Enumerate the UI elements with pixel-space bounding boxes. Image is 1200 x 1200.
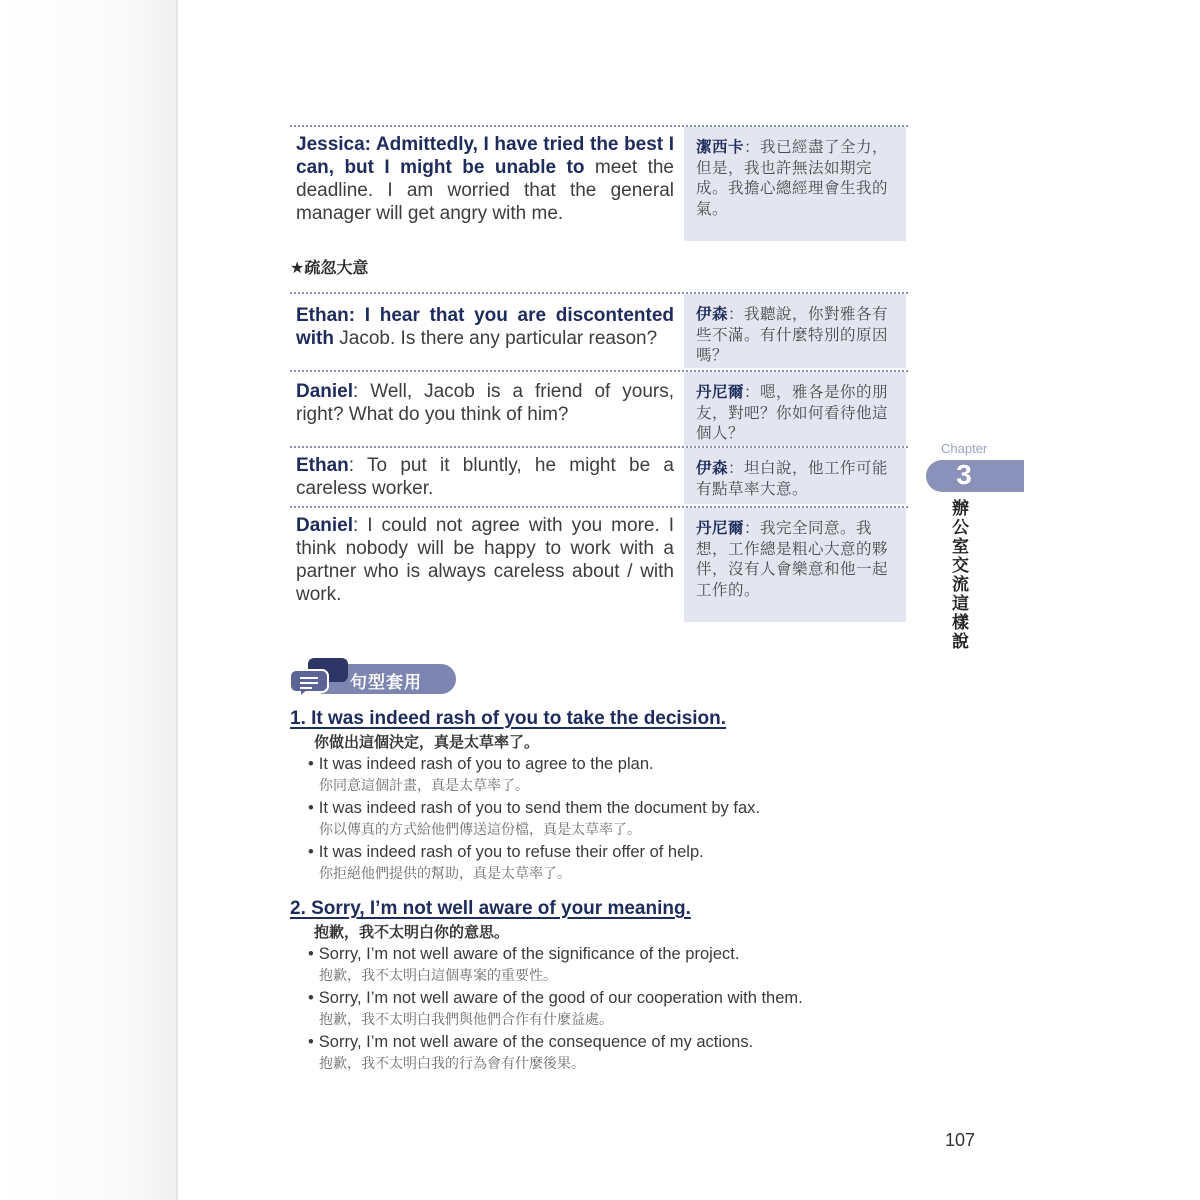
chapter-number: 3 xyxy=(956,459,972,490)
dialogue-chinese xyxy=(684,508,906,622)
dialogue-chinese xyxy=(684,448,906,504)
dialogue-english xyxy=(296,514,674,606)
speaker-name-zh: 丹尼爾 xyxy=(696,383,745,401)
translation-text: ：坦白說，他工作可能有點草率大意。 xyxy=(696,459,889,498)
example-en: • Sorry, I’m not well aware of the significance of the project. xyxy=(308,943,910,965)
dialogue-chinese xyxy=(684,127,906,241)
example-en: • Sorry, I’m not well aware of the consequence of my actions. xyxy=(308,1031,910,1053)
example-zh: 抱歉，我不太明白這個專案的重要性。 xyxy=(319,968,557,984)
dialogue-block xyxy=(290,294,908,368)
dialogue-text: : I could not agree with you more. I think nobody will be happy to work with a partner who is always careless about / with work. xyxy=(296,515,674,605)
dialogue-english xyxy=(296,133,674,225)
translation-text: ：我完全同意。我想，工作總是粗心大意的夥伴，沒有人會樂意和他一起工作的。 xyxy=(696,519,889,599)
speech-bubble-icon xyxy=(290,656,350,696)
key-phrase: : I hear that you are discontented with xyxy=(296,305,674,349)
sentence-pattern xyxy=(290,897,910,1075)
pattern-heading: 2. Sorry, I’m not well aware of your meaning. xyxy=(290,898,691,919)
dialogue-block xyxy=(290,127,908,241)
speaker-name: Jessica: xyxy=(296,134,372,155)
dialogue-block xyxy=(290,448,908,504)
example-zh: 你拒絕他們提供的幫助，真是太草率了。 xyxy=(319,866,571,882)
page-gutter-shadow xyxy=(0,0,178,1200)
example-en: • It was indeed rash of you to send them the document by fax. xyxy=(308,797,910,819)
speaker-name-zh: 伊森 xyxy=(696,305,729,323)
chapter-label: Chapter xyxy=(941,441,988,456)
dialogue-chinese xyxy=(684,372,906,446)
speaker-name: Daniel xyxy=(296,381,354,402)
translation-text: ：我已經盡了全力，但是，我也許無法如期完成。我擔心總經理會生我的氣。 xyxy=(696,138,889,218)
dialogue-block xyxy=(290,508,908,622)
section-heading: ★疏忽大意 xyxy=(290,258,369,277)
example-en: • Sorry, I’m not well aware of the good of our cooperation with them. xyxy=(308,987,910,1009)
dialogue-block xyxy=(290,372,908,446)
example-en: • It was indeed rash of you to agree to the plan. xyxy=(308,753,910,775)
speaker-name: Daniel xyxy=(296,515,354,536)
dialogue-chinese xyxy=(684,294,906,368)
dialogue-text: meet the deadline. I am worried that the general manager will get angry with me. xyxy=(296,157,674,224)
dialogue-english xyxy=(296,304,674,350)
dialogue-text: : Well, Jacob is a friend of yours, right? What do you think of him? xyxy=(296,381,674,425)
example-zh: 抱歉，我不太明白我們與他們合作有什麼益處。 xyxy=(319,1012,613,1028)
translation-text: ：我聽說，你對雅各有些不滿。有什麼特別的原因嗎？ xyxy=(696,305,889,364)
example-zh: 抱歉，我不太明白我的行為會有什麼後果。 xyxy=(319,1056,585,1072)
speaker-name: Ethan xyxy=(296,455,349,476)
dialogue-english xyxy=(296,454,674,500)
dialogue-text: : To put it bluntly, he might be a careless worker. xyxy=(296,455,674,499)
translation-text: ：嗯，雅各是你的朋友，對吧？你如何看待他這個人？ xyxy=(696,383,889,442)
example-zh: 你以傳真的方式給他們傳送這份檔，真是太草率了。 xyxy=(319,822,641,838)
page-edge xyxy=(176,0,178,1200)
speaker-name-zh: 潔西卡 xyxy=(696,138,745,156)
page-number: 107 xyxy=(945,1130,976,1150)
pattern-heading-zh: 抱歉，我不太明白你的意思。 xyxy=(314,923,510,941)
speaker-name-zh: 丹尼爾 xyxy=(696,519,745,537)
sentence-pattern xyxy=(290,707,910,885)
example-en: • It was indeed rash of you to refuse their offer of help. xyxy=(308,841,910,863)
pattern-heading: 1. It was indeed rash of you to take the decision. xyxy=(290,708,727,729)
badge-label: 句型套用 xyxy=(350,673,422,693)
example-zh: 你同意這個計畫，真是太草率了。 xyxy=(319,778,529,794)
sentence-pattern-badge xyxy=(290,656,456,696)
key-phrase: Admittedly, I have tried the best I can, but I might be unable to xyxy=(296,134,674,178)
speaker-name: Ethan xyxy=(296,305,349,326)
speaker-name-zh: 伊森 xyxy=(696,459,729,477)
chapter-title: 辦公室交流這樣說 xyxy=(952,499,969,652)
dialogue-english xyxy=(296,380,674,426)
dialogue-text: Jacob. Is there any particular reason? xyxy=(334,328,658,349)
pattern-heading-zh: 你做出這個決定，真是太草率了。 xyxy=(314,733,540,751)
